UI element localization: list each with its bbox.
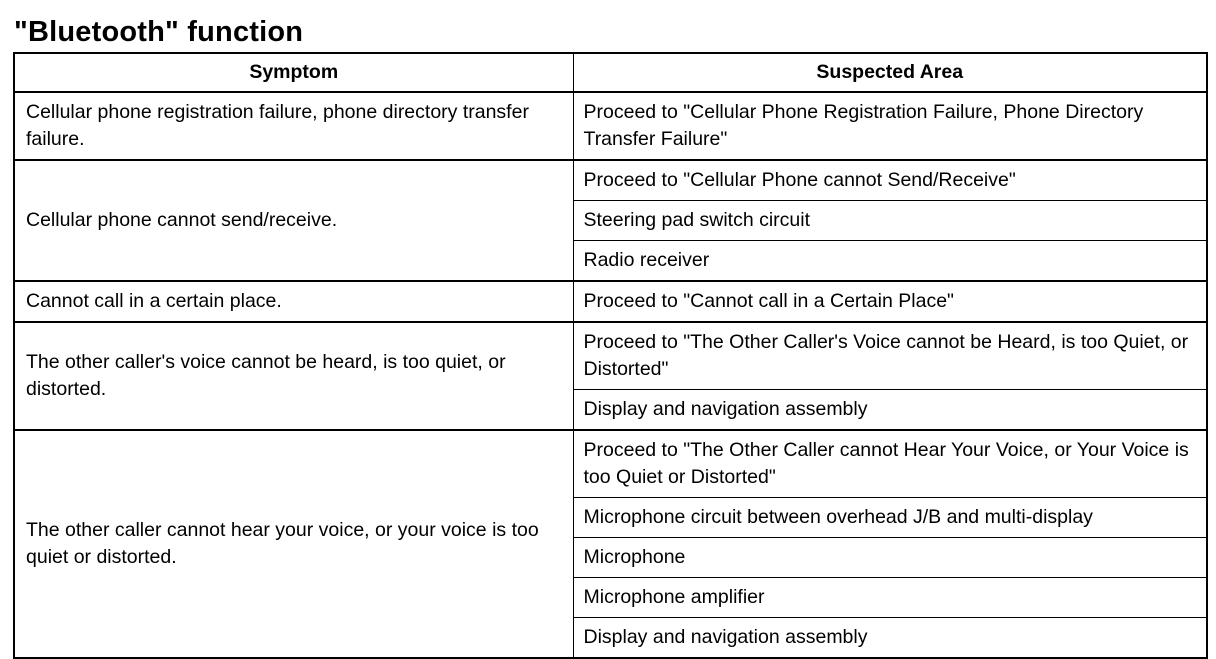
suspected-area-cell: Microphone amplifier	[573, 578, 1207, 618]
suspected-area-cell: Proceed to "The Other Caller's Voice cannot be Heard, is too Quiet, or Distorted"	[573, 322, 1207, 390]
suspected-area-cell: Display and navigation assembly	[573, 618, 1207, 659]
symptom-group	[14, 281, 1207, 322]
suspected-area-cell: Microphone circuit between overhead J/B and multi-display	[573, 498, 1207, 538]
column-header-symptom: Symptom	[14, 53, 573, 92]
suspected-area-cell: Proceed to "Cannot call in a Certain Place"	[573, 281, 1207, 322]
symptom-group	[14, 92, 1207, 160]
suspected-area-cell: Proceed to "The Other Caller cannot Hear Your Voice, or Your Voice is too Quiet or Distorted"	[573, 430, 1207, 498]
suspected-area-cell: Proceed to "Cellular Phone cannot Send/Receive"	[573, 160, 1207, 201]
symptom-cell: Cellular phone cannot send/receive.	[14, 160, 573, 281]
symptom-cell: Cannot call in a certain place.	[14, 281, 573, 322]
table-row	[14, 322, 1207, 390]
table-row	[14, 92, 1207, 160]
column-header-suspected-area: Suspected Area	[573, 53, 1207, 92]
symptom-group	[14, 430, 1207, 658]
symptom-group	[14, 322, 1207, 430]
symptom-table	[13, 52, 1208, 659]
page-title: "Bluetooth" function	[14, 16, 304, 48]
table-row	[14, 430, 1207, 498]
symptom-cell: The other caller cannot hear your voice, or your voice is too quiet or distorted.	[14, 430, 573, 658]
table-row	[14, 281, 1207, 322]
suspected-area-cell: Microphone	[573, 538, 1207, 578]
symptom-cell: The other caller's voice cannot be heard, is too quiet, or distorted.	[14, 322, 573, 430]
symptom-group	[14, 160, 1207, 281]
suspected-area-cell: Proceed to "Cellular Phone Registration Failure, Phone Directory Transfer Failure"	[573, 92, 1207, 160]
table-row	[14, 160, 1207, 201]
suspected-area-cell: Steering pad switch circuit	[573, 201, 1207, 241]
symptom-cell: Cellular phone registration failure, phone directory transfer failure.	[14, 92, 573, 160]
suspected-area-cell: Radio receiver	[573, 241, 1207, 282]
suspected-area-cell: Display and navigation assembly	[573, 390, 1207, 431]
table-header-row	[14, 53, 1207, 92]
